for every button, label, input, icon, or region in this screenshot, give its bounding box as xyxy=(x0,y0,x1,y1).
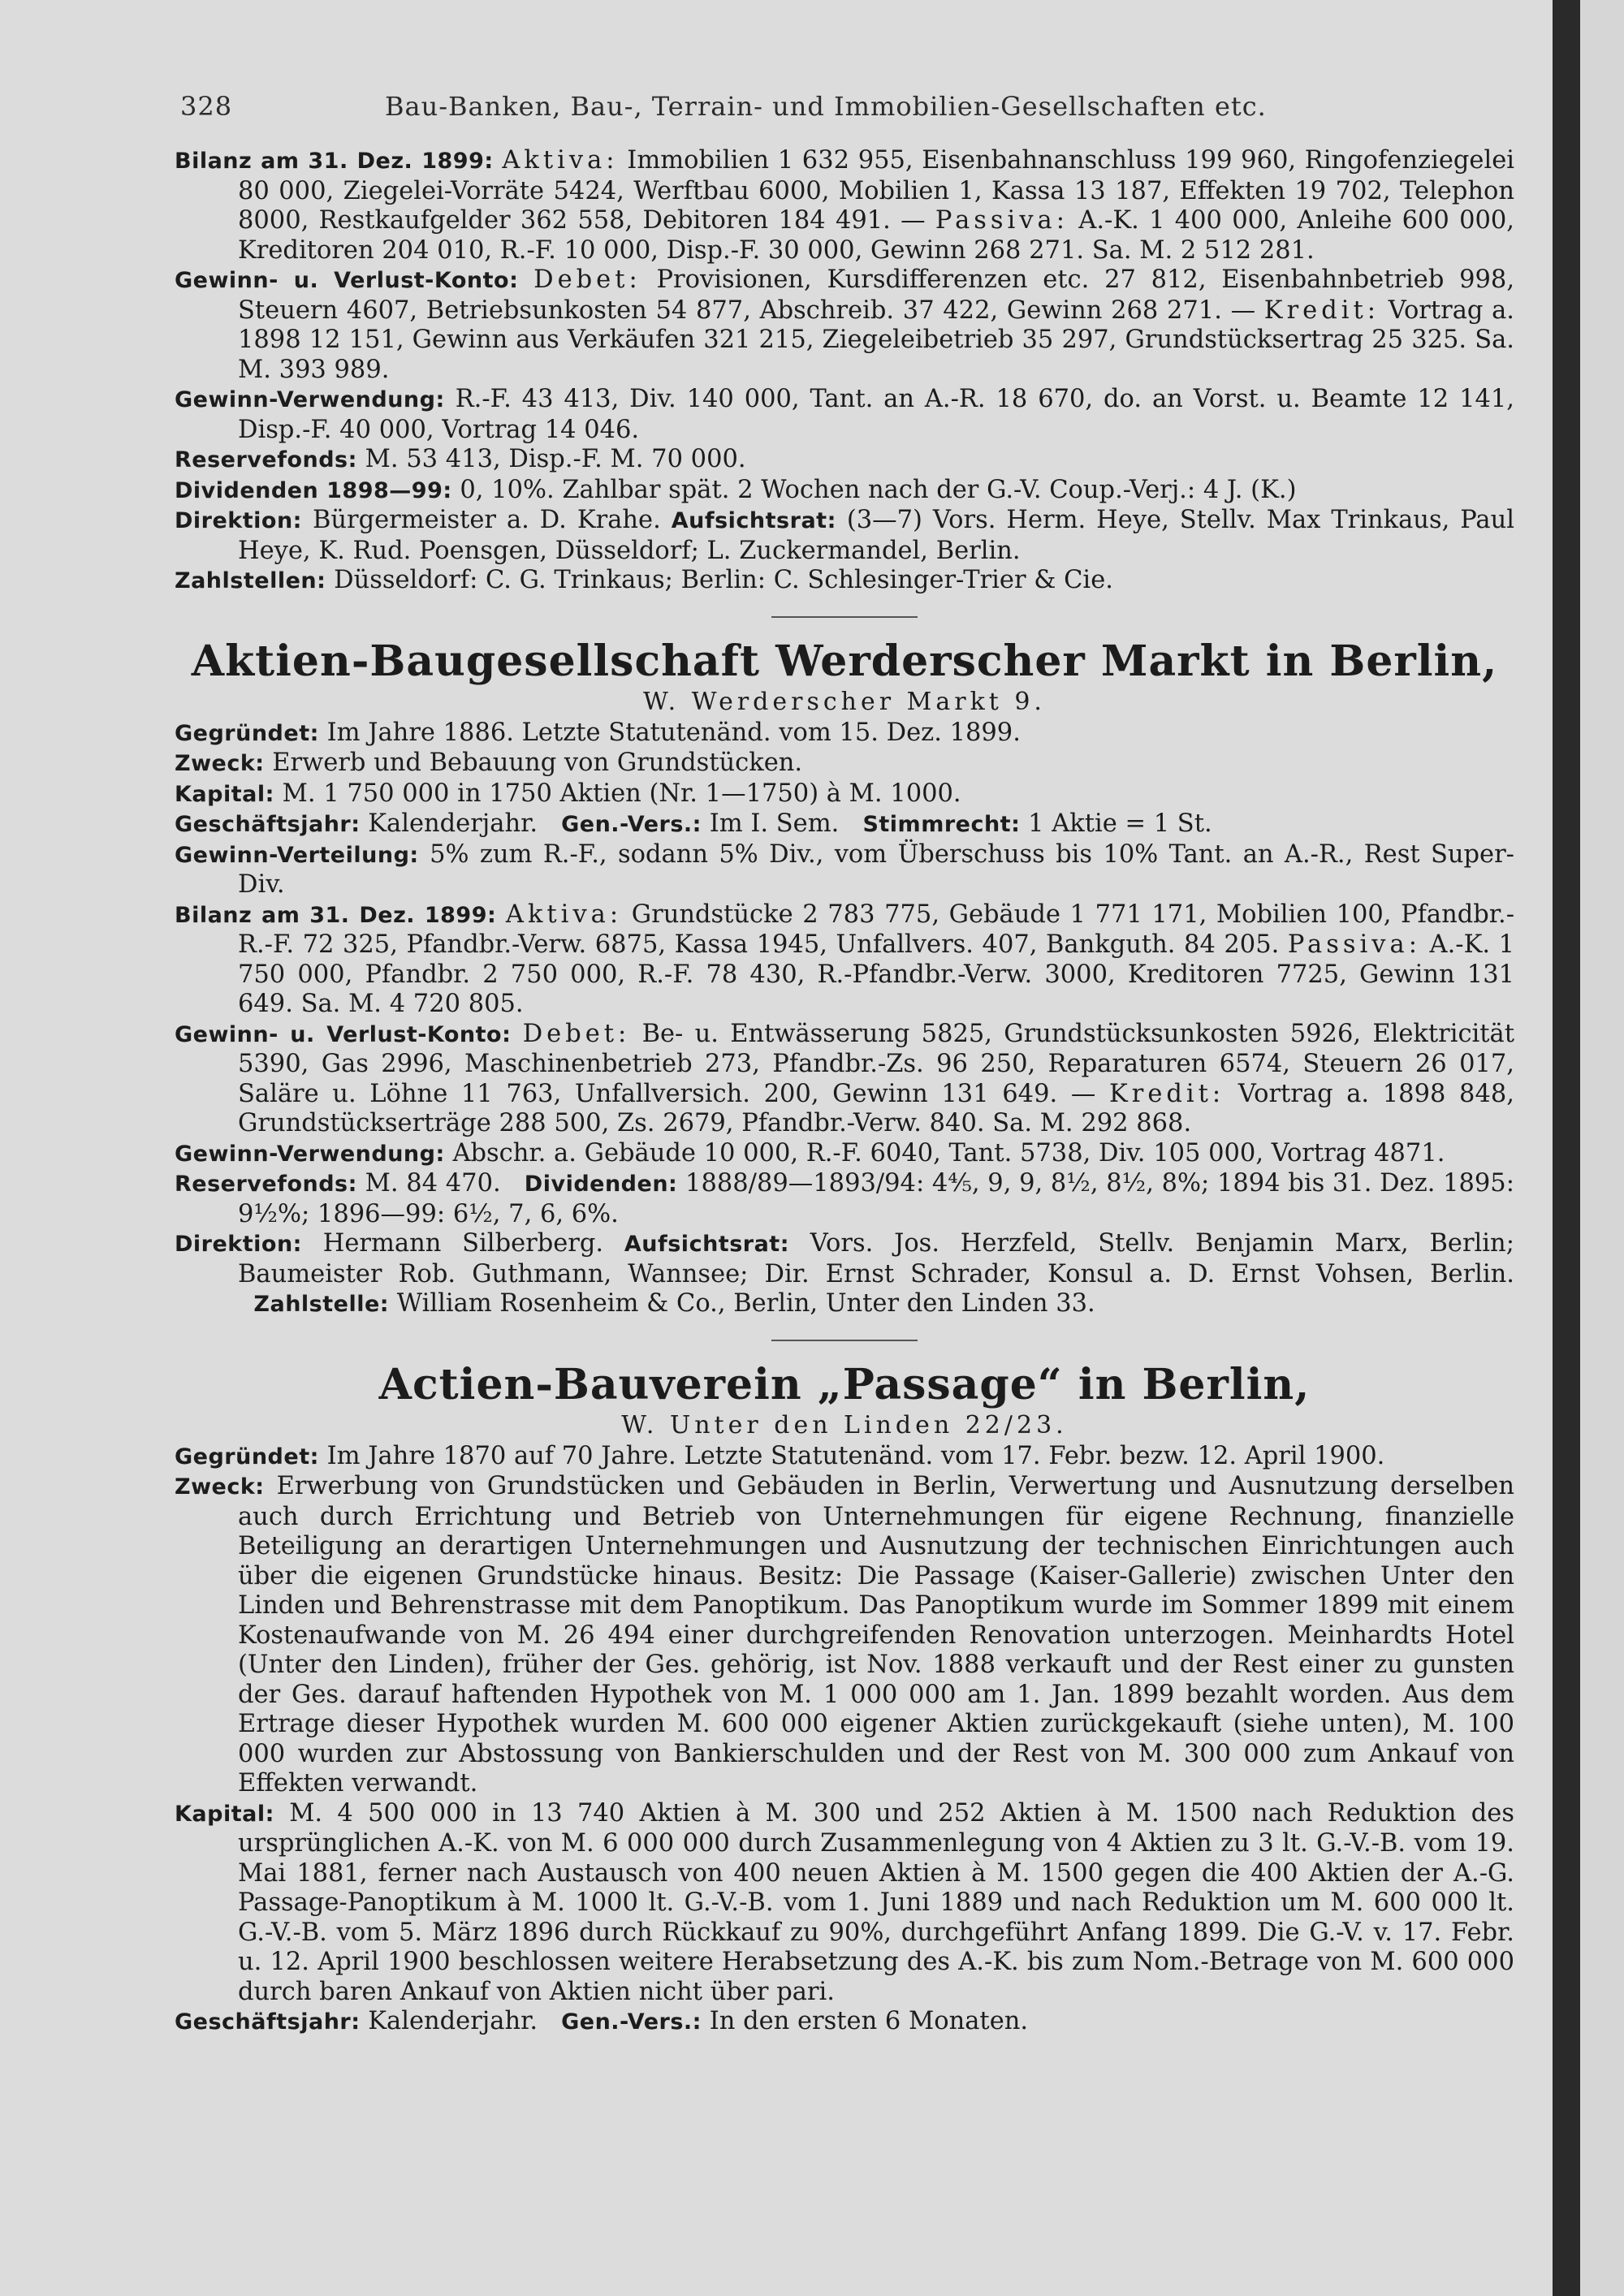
s1-direktion: Direktion: Bürgermeister a. D. Krahe. Aufsichtsrat: (3—7) Vors. Herm. Heye, Stellv. Max Trinkaus, Paul Heye, K. Rud. Poensgen, Düsseldorf; L. Zuckermandel, Berlin. xyxy=(175,506,1514,565)
company-address: W. Werderscher Markt 9. xyxy=(643,687,1046,716)
section-divider xyxy=(771,616,918,618)
s1-guv: Gewinn- u. Verlust-Konto: Debet: Provisionen, Kursdifferenzen etc. 27 812, Eisenbahnbetrieb 998, Steuern 4607, Betriebsunkosten 54 877, Abschreib. 37 422, Gewinn 268 271. — Kredit: Vortrag a. 1898 12 151, Gewinn aus Verkäufen 321 215, Ziegeleibetrieb 35 297, Grundstücksertrag 25 325. Sa. M. 393 989. xyxy=(175,265,1515,384)
section-divider xyxy=(771,1340,918,1341)
s2-geschaeftsjahr: Geschäftsjahr: Kalenderjahr. Gen.-Vers.: Im I. Sem. Stimmrecht: 1 Aktie = 1 St. xyxy=(175,809,1212,838)
s2-direktion: Direktion: Hermann Silberberg. Aufsichtsrat: Vors. Jos. Herzfeld, Stellv. Benjamin Marx, Berlin; Baumeister Rob. Guthmann, Wannsee; Dir. Ernst Schrader, Konsul a. D. Ernst Vohsen, Berlin. Zahlstelle: William Rosenheim & Co., Berlin, Unter den Linden 33. xyxy=(175,1229,1514,1318)
s1-dividenden: Dividenden 1898—99: 0, 10%. Zahlbar spät. 2 Wochen nach der G.-V. Coup.-Verj.: 4 J. (K.) xyxy=(175,475,1297,504)
s1-verwendung: Gewinn-Verwendung: R.-F. 43 413, Div. 140 000, Tant. an A.-R. 18 670, do. an Vorst. u. Beamte 12 141, Disp.-F. 40 000, Vortrag 14 046. xyxy=(175,385,1514,444)
company-address: W. Unter den Linden 22/23. xyxy=(621,1410,1068,1439)
s1-reservefonds: Reservefonds: M. 53 413, Disp.-F. M. 70 000. xyxy=(175,445,746,473)
s1-bilanz: Bilanz am 31. Dez. 1899: Aktiva: Immobilien 1 632 955, Eisenbahnanschluss 199 960, Ringofenziegelei 80 000, Ziegelei-Vorräte 5424, Werftbau 6000, Mobilien 1, Kassa 13 187, Effekten 19 702, Telephon 8000, Restkaufgelder 362 558, Debitoren 184 491. — Passiva: A.-K. 1 400 000, Anleihe 600 000, Kreditoren 204 010, R.-F. 10 000, Disp.-F. 30 000, Gewinn 268 271. Sa. M. 2 512 281. xyxy=(175,146,1515,265)
s2-bilanz: Bilanz am 31. Dez. 1899: Aktiva: Grundstücke 2 783 775, Gebäude 1 771 171, Mobilien 100, Pfandbr.-R.-F. 72 325, Pfandbr.-Verw. 6875, Kassa 1945, Unfallvers. 407, Bankguth. 84 205. Passiva: A.-K. 1 750 000, Pfandbr. 2 750 000, R.-F. 78 430, R.-Pfandbr.-Verw. 3000, Kreditoren 7725, Gewinn 131 649. Sa. M. 4 720 805. xyxy=(175,900,1515,1018)
page-number: 328 xyxy=(180,91,233,122)
s3-kapital: Kapital: M. 4 500 000 in 13 740 Aktien à M. 300 und 252 Aktien à M. 1500 nach Reduktion des ursprünglichen A.-K. von M. 6 000 000 durch Zusammenlegung von 4 Aktien zu 3 lt. G.-V.-B. vom 19. Mai 1881, ferner nach Austausch von 400 neuen Aktien à M. 1500 gegen die 400 Aktien der A.-G. Passage-Panoptikum à M. 1000 lt. G.-V.-B. vom 1. Juni 1889 und nach Reduktion um M. 600 000 lt. G.-V.-B. vom 5. März 1896 durch Rückkauf zu 90%, durchgeführt Anfang 1899. Die G.-V. v. 17. Febr. u. 12. April 1900 beschlossen weitere Herabsetzung des A.-K. bis zum Nom.-Betrage von M. 600 000 durch baren Ankauf von Aktien nicht über pari. xyxy=(175,1798,1514,2006)
s2-zweck: Zweck: Erwerb und Bebauung von Grundstücken. xyxy=(175,749,803,777)
s2-verteilung: Gewinn-Verteilung: 5% zum R.-F., sodann 5% Div., vom Überschuss bis 10% Tant. an A.-R., Rest Super-Div. xyxy=(175,839,1514,899)
s2-gegruendet: Gegründet: Im Jahre 1886. Letzte Statutenänd. vom 15. Dez. 1899. xyxy=(175,718,1021,747)
s2-reservefonds: Reservefonds: M. 84 470. Dividenden: 1888/89—1893/94: 4⅘, 9, 9, 8½, 8½, 8%; 1894 bis 31. Dez. 1895: 9½%; 1896—99: 6½, 7, 6, 6%. xyxy=(175,1169,1514,1228)
adjacent-page-edge xyxy=(1580,0,1624,2296)
s3-geschaeftsjahr: Geschäftsjahr: Kalenderjahr. Gen.-Vers.: In den ersten 6 Monaten. xyxy=(175,2007,1029,2035)
s2-verwendung: Gewinn-Verwendung: Abschr. a. Gebäude 10 000, R.-F. 6040, Tant. 5738, Div. 105 000, Vortrag 4871. xyxy=(175,1138,1445,1167)
running-header xyxy=(180,91,1309,122)
book-gutter xyxy=(1553,0,1580,2296)
company-title-passage: Actien-Bauverein „Passage“ in Berlin, xyxy=(378,1359,1311,1409)
s2-guv: Gewinn- u. Verlust-Konto: Debet: Be- u. Entwässerung 5825, Grundstücksunkosten 5926, Elektricität 5390, Gas 2996, Maschinenbetrieb 273, Pfandbr.-Zs. 96 250, Reparaturen 6574, Steuern 26 017, Saläre u. Löhne 11 763, Unfallversich. 200, Gewinn 131 649. — Kredit: Vortrag a. 1898 848, Grundstückserträge 288 500, Zs. 2679, Pfandbr.-Verw. 840. Sa. M. 292 868. xyxy=(175,1019,1515,1137)
s3-gegruendet: Gegründet: Im Jahre 1870 auf 70 Jahre. Letzte Statutenänd. vom 17. Febr. bezw. 12. April 1900. xyxy=(175,1441,1385,1470)
s2-kapital: Kapital: M. 1 750 000 in 1750 Aktien (Nr. 1—1750) à M. 1000. xyxy=(175,779,961,808)
page-content xyxy=(175,146,1514,2038)
s1-zahlstellen: Zahlstellen: Düsseldorf: C. G. Trinkaus; Berlin: C. Schlesinger-Trier & Cie. xyxy=(175,566,1113,594)
running-title: Bau-Banken, Bau-, Terrain- und Immobilien-Gesellschaften etc. xyxy=(385,91,1267,122)
company-title-werderscher-markt: Aktien-Baugesellschaft Werderscher Markt in Berlin, xyxy=(191,636,1498,686)
s3-zweck: Zweck: Erwerbung von Grundstücken und Gebäuden in Berlin, Verwertung und Ausnutzung derselben auch durch Errichtung und Betrieb von Unternehmungen für eigene Rechnung, finanzielle Beteiligung an derartigen Unternehmungen und Ausnutzung der technischen Einrichtungen auch über die eigenen Grundstücke hinaus. Besitz: Die Passage (Kaiser-Gallerie) zwischen Unter den Linden und Behrenstrasse mit dem Panoptikum. Das Panoptikum wurde im Sommer 1899 mit einem Kostenaufwande von M. 26 494 einer durchgreifenden Renovation unterzogen. Meinhardts Hotel (Unter den Linden), früher der Ges. gehörig, ist Nov. 1888 verkauft und der Rest einer zu gunsten der Ges. darauf haftenden Hypothek von M. 1 000 000 am 1. Jan. 1899 bezahlt worden. Aus dem Ertrage dieser Hypothek wurden M. 600 000 eigener Aktien zurückgekauft (siehe unten), M. 100 000 wurden zur Abstossung von Bankierschulden und der Rest von M. 300 000 zum Ankauf von Effekten verwandt. xyxy=(175,1472,1514,1798)
